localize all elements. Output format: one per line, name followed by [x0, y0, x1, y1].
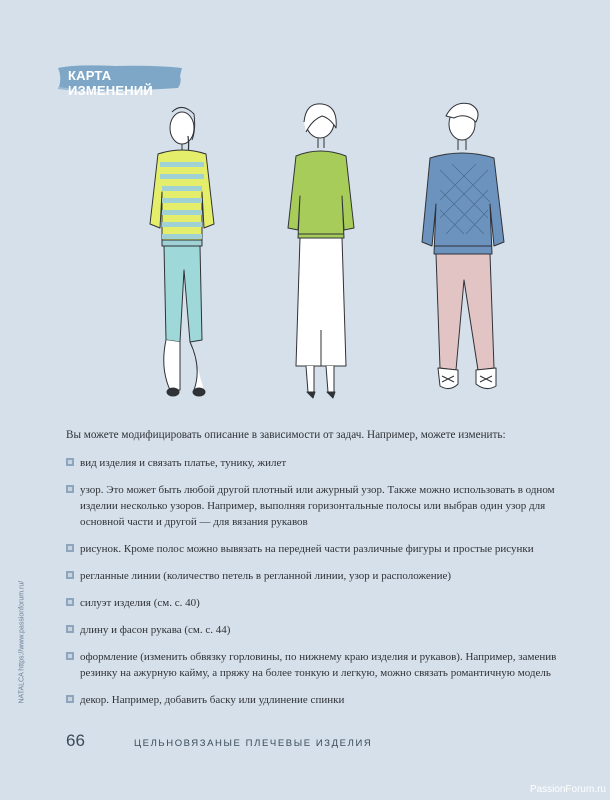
- bullet-icon: [66, 598, 74, 606]
- bullet-icon: [66, 625, 74, 633]
- list-item: оформление (изменить обвязку горловины, по нижнему краю изделия и рукавов). Например, заменив резинку на ажурную кайму, а пряжу на более тонкую и легкую, можно связать романтичную модель: [66, 649, 566, 681]
- bullet-icon: [66, 544, 74, 552]
- bullet-icon: [66, 571, 74, 579]
- bullet-icon: [66, 695, 74, 703]
- section-title-banner: [56, 62, 184, 98]
- bullet-icon: [66, 652, 74, 660]
- bullet-icon: [66, 485, 74, 493]
- modification-list: [66, 455, 566, 708]
- fashion-illustration: [110, 100, 530, 410]
- page-number: 66: [66, 731, 85, 750]
- blue-sweater-figure: [422, 103, 504, 388]
- list-item: силуэт изделия (см. с. 40): [66, 595, 566, 611]
- green-sweater-figure: [288, 104, 354, 398]
- list-item: декор. Например, добавить баску или удлинение спинки: [66, 692, 566, 708]
- running-footer-title: ЦЕЛЬНОВЯЗАНЫЕ ПЛЕЧЕВЫЕ ИЗДЕЛИЯ: [134, 738, 373, 749]
- intro-paragraph: Вы можете модифицировать описание в зависимости от задач. Например, можете изменить:: [66, 429, 506, 441]
- bullet-icon: [66, 458, 74, 466]
- list-item: узор. Это может быть любой другой плотный или ажурный узор. Также можно использовать в одном изделии несколько узоров. Например, выполняя горизонтальные полосы или выбрав один узор для основной части и другой — для вязания рукавов: [66, 482, 566, 530]
- list-item: регланные линии (количество петель в регланной линии, узор и расположение): [66, 568, 566, 584]
- corner-watermark: PassionForum.ru: [529, 784, 606, 795]
- list-item: длину и фасон рукава (см. с. 44): [66, 622, 566, 638]
- section-title-text: КАРТА ИЗМЕНЕНИЙ: [68, 68, 153, 98]
- list-item: вид изделия и связать платье, тунику, жилет: [66, 455, 566, 471]
- side-watermark: NATALCA https://www.passionforum.ru/: [18, 580, 26, 704]
- list-item: рисунок. Кроме полос можно вывязать на передней части различные фигуры и простые рисунки: [66, 541, 566, 557]
- striped-sweater-figure: [150, 107, 214, 396]
